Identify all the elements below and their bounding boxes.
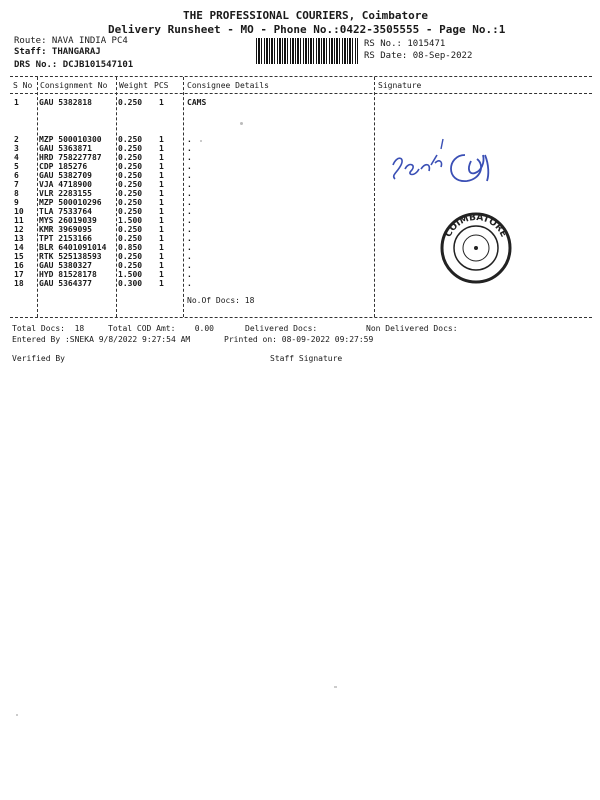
row-pcs: 1 (159, 243, 164, 252)
divider (10, 76, 592, 77)
row-consignment: MZP 500010296 (39, 198, 102, 207)
row-consignment: MZP 500010300 (39, 135, 102, 144)
row-consignee: . (187, 171, 192, 180)
row-consignee: . (187, 216, 192, 225)
handwritten-signature (385, 125, 505, 195)
row-consignment: HRD 758227787 (39, 153, 102, 162)
row-consignment: GAU 5363871 (39, 144, 92, 153)
row-consignee: . (187, 180, 192, 189)
row-sno: 6 (14, 171, 19, 180)
rs-number: RS No.: 1015471 (364, 39, 446, 49)
row-consignee: . (187, 207, 192, 216)
row-weight: 0.250 (118, 171, 143, 180)
row-weight: 0.250 (118, 144, 143, 153)
row-weight: 0.250 (118, 261, 143, 270)
row-consignment: BLR 6401091014 (39, 243, 107, 252)
row-sno: 10 (14, 207, 24, 216)
row-pcs: 1 (159, 153, 164, 162)
row-sno: 18 (14, 279, 24, 288)
row-pcs: 1 (159, 216, 164, 225)
row-weight: 1.500 (118, 270, 143, 279)
row-sno: 8 (14, 189, 19, 198)
row-consignment: VJA 4718900 (39, 180, 92, 189)
row-consignment: VLR 2283155 (39, 189, 92, 198)
scan-speck (16, 714, 18, 716)
row-weight: 0.250 (118, 234, 143, 243)
divider (10, 317, 592, 318)
row-weight: 0.250 (118, 180, 143, 189)
row-consignee: . (187, 198, 192, 207)
row-sno: 12 (14, 225, 24, 234)
col-sno: S No (13, 81, 33, 90)
row-pcs: 1 (159, 234, 164, 243)
row-consignee: . (187, 252, 192, 261)
row-pcs: 1 (159, 162, 164, 171)
table-row (0, 198, 600, 207)
no-of-docs: No.Of Docs: 18 (187, 296, 255, 305)
row-consignee: . (187, 153, 192, 162)
table-row (0, 144, 600, 153)
row-sno: 17 (14, 270, 24, 279)
row-pcs: 1 (159, 144, 164, 153)
row-consignee: . (187, 270, 192, 279)
col-weight: Weight (119, 81, 148, 90)
row-consignment: MYS 26019039 (39, 216, 97, 225)
table-row (0, 180, 600, 189)
row-consignment: CDP 185276 (39, 162, 88, 171)
row-consignee: . (187, 261, 192, 270)
row-pcs: 1 (159, 225, 164, 234)
row-consignment: GAU 5382709 (39, 171, 92, 180)
row-consignment: GAU 5380327 (39, 261, 92, 270)
table-row (0, 171, 600, 180)
row-pcs: 1 (159, 279, 164, 288)
total-cod-amount: Total COD Amt: 0.00 (108, 324, 214, 333)
row-pcs: 1 (159, 261, 164, 270)
row-sno: 9 (14, 198, 19, 207)
row-sno: 13 (14, 234, 24, 243)
row-sno: 7 (14, 180, 19, 189)
row-sno: 1 (14, 98, 19, 107)
scan-speck (240, 122, 243, 125)
row-pcs: 1 (159, 252, 164, 261)
delivered-docs: Delivered Docs: (245, 324, 318, 333)
row-sno: 15 (14, 252, 24, 261)
row-pcs: 1 (159, 207, 164, 216)
row-consignment: HYD 81528178 (39, 270, 97, 279)
row-weight: 0.250 (118, 162, 143, 171)
svg-text:COIMBATORE: COIMBATORE (443, 212, 509, 240)
row-consignment: KMR 3969095 (39, 225, 92, 234)
col-pcs: PCS (154, 81, 169, 90)
barcode (256, 38, 358, 64)
row-sno: 4 (14, 153, 19, 162)
scan-speck (334, 686, 337, 688)
row-pcs: 1 (159, 198, 164, 207)
row-consignment: TPT 2153166 (39, 234, 92, 243)
table-row (0, 135, 600, 144)
row-weight: 0.850 (118, 243, 143, 252)
row-weight: 0.250 (118, 225, 143, 234)
company-title: THE PROFESSIONAL COURIERS, Coimbatore (183, 9, 429, 22)
row-consignee: . (187, 135, 192, 144)
divider (10, 93, 592, 94)
row-consignment: TLA 7533764 (39, 207, 92, 216)
col-consignee: Consignee Details (187, 81, 269, 90)
row-weight: 0.250 (118, 98, 143, 107)
row-consignment: GAU 5382818 (39, 98, 92, 107)
row-sno: 3 (14, 144, 19, 153)
col-signature: Signature (378, 81, 422, 90)
row-sno: 16 (14, 261, 24, 270)
row-weight: 1.500 (118, 216, 143, 225)
row-pcs: 1 (159, 270, 164, 279)
row-sno: 2 (14, 135, 19, 144)
row-weight: 0.250 (118, 135, 143, 144)
row-consignee: . (187, 279, 192, 288)
row-weight: 0.250 (118, 189, 143, 198)
row-weight: 0.250 (118, 252, 143, 261)
row-consignee: . (187, 144, 192, 153)
drs-number: DRS No.: DCJB101547101 (14, 60, 134, 70)
row-pcs: 1 (159, 189, 164, 198)
col-consignment: Consignment No (40, 81, 108, 90)
row-consignee: . (187, 162, 192, 171)
row-pcs: 1 (159, 98, 164, 107)
row-sno: 11 (14, 216, 24, 225)
row-consignment: GAU 5364377 (39, 279, 92, 288)
row-pcs: 1 (159, 171, 164, 180)
cams-bcp-stamp (436, 210, 520, 286)
route-label: Route: NAVA INDIA PC4 (14, 36, 128, 46)
table-row (0, 98, 600, 107)
row-sno: 5 (14, 162, 19, 171)
entered-by: Entered By :SNEKA 9/8/2022 9:27:54 AM (12, 335, 191, 344)
row-pcs: 1 (159, 135, 164, 144)
table-row (0, 189, 600, 198)
total-docs: Total Docs: 18 (12, 324, 85, 333)
staff-label: Staff: THANGARAJ (14, 47, 101, 57)
table-row (0, 162, 600, 171)
row-consignee: . (187, 243, 192, 252)
runsheet-subtitle: Delivery Runsheet - MO - Phone No.:0422-3505555 - Page No.:1 (108, 23, 506, 36)
row-pcs: 1 (159, 180, 164, 189)
scan-speck (200, 140, 202, 142)
row-consignee: CAMS (187, 98, 207, 107)
row-weight: 0.250 (118, 198, 143, 207)
staff-signature: Staff Signature (270, 354, 343, 363)
row-weight: 0.300 (118, 279, 143, 288)
row-sno: 14 (14, 243, 24, 252)
table-row (0, 153, 600, 162)
row-consignee: . (187, 234, 192, 243)
rs-date: RS Date: 08-Sep-2022 (364, 51, 473, 61)
row-weight: 0.250 (118, 153, 143, 162)
row-consignee: . (187, 189, 192, 198)
row-consignment: RTK 525138593 (39, 252, 102, 261)
row-consignee: . (187, 225, 192, 234)
printed-on: Printed on: 08-09-2022 09:27:59 (224, 335, 374, 344)
non-delivered-docs: Non Delivered Docs: (366, 324, 458, 333)
row-weight: 0.250 (118, 207, 143, 216)
verified-by: Verified By (12, 354, 65, 363)
